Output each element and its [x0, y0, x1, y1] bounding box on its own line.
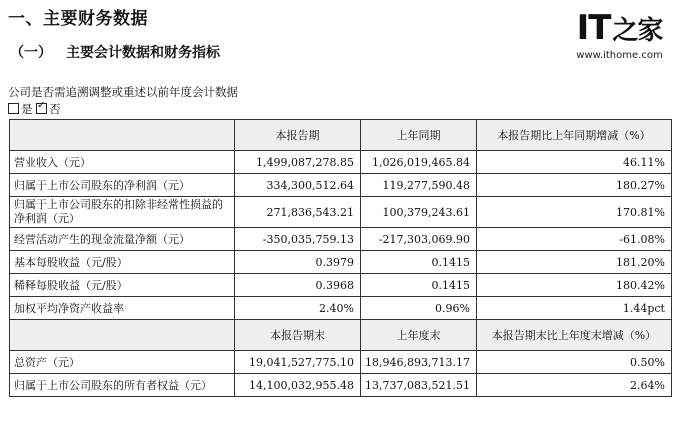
cell-prior: 0.1415 — [361, 251, 477, 274]
cell-prior: 119,277,590.48 — [361, 174, 477, 197]
table-row — [10, 374, 672, 397]
cell-current: 14,100,032,955.48 — [235, 374, 361, 397]
ithome-logo — [572, 10, 667, 61]
row-label: 经营活动产生的现金流量净额（元） — [10, 228, 235, 251]
column-header: 本报告期比上年同期增减（%） — [476, 120, 671, 151]
column-header — [10, 320, 235, 351]
cell-change: 180.27% — [476, 174, 671, 197]
cell-change: 181.20% — [476, 251, 671, 274]
table-row — [10, 228, 672, 251]
cell-current: 19,041,527,775.10 — [235, 351, 361, 374]
logo-mark: IT — [576, 8, 611, 48]
cell-current: -350,035,759.13 — [235, 228, 361, 251]
logo-cn: 之家 — [612, 16, 663, 46]
checkbox-yes[interactable] — [8, 103, 19, 114]
table-row — [10, 297, 672, 320]
cell-current: 271,836,543.21 — [235, 197, 361, 228]
column-header: 本报告期 — [235, 120, 361, 151]
table-row — [10, 174, 672, 197]
row-label: 归属于上市公司股东的扣除非经常性损益的净利润（元） — [10, 197, 235, 228]
column-header: 上年同期 — [361, 120, 477, 151]
cell-current: 0.3979 — [235, 251, 361, 274]
cell-current: 334,300,512.64 — [235, 174, 361, 197]
row-label: 归属于上市公司股东的净利润（元） — [10, 174, 235, 197]
column-header: 本报告期末 — [235, 320, 361, 351]
restatement-choice — [8, 101, 61, 117]
row-label: 总资产（元） — [10, 351, 235, 374]
financial-data-table — [9, 119, 672, 397]
restatement-question: 公司是否需追溯调整或重述以前年度会计数据 — [8, 85, 238, 99]
cell-change: 2.64% — [476, 374, 671, 397]
row-label: 营业收入（元） — [10, 151, 235, 174]
cell-change: 46.11% — [476, 151, 671, 174]
cell-prior: 1,026,019,465.84 — [361, 151, 477, 174]
header-row-period — [10, 120, 672, 151]
section-title: 一、主要财务数据 — [8, 9, 148, 29]
table-row — [10, 197, 672, 228]
cell-prior: 0.1415 — [361, 274, 477, 297]
cell-current: 0.3968 — [235, 274, 361, 297]
row-label: 归属于上市公司股东的所有者权益（元） — [10, 374, 235, 397]
choice-no-label: 否 — [49, 102, 61, 116]
cell-prior: 13,737,083,521.51 — [361, 374, 477, 397]
cell-prior: -217,303,069.90 — [361, 228, 477, 251]
row-label: 稀释每股收益（元/股） — [10, 274, 235, 297]
checkbox-no[interactable] — [36, 103, 47, 114]
subsection-title: 主要会计数据和财务指标 — [66, 45, 220, 61]
subsection-number: （一） — [10, 45, 52, 61]
subsection-heading — [10, 42, 220, 62]
cell-current: 2.40% — [235, 297, 361, 320]
cell-change: 180.42% — [476, 274, 671, 297]
cell-prior: 100,379,243.61 — [361, 197, 477, 228]
table-row — [10, 351, 672, 374]
logo-url: www.ithome.com — [576, 50, 663, 61]
cell-current: 1,499,087,278.85 — [235, 151, 361, 174]
column-header: 本报告期末比上年度末增减（%） — [476, 320, 671, 351]
cell-prior: 0.96% — [361, 297, 477, 320]
choice-yes-label: 是 — [21, 102, 33, 116]
row-label: 加权平均净资产收益率 — [10, 297, 235, 320]
table-row — [10, 274, 672, 297]
table-row — [10, 151, 672, 174]
cell-change: 170.81% — [476, 197, 671, 228]
column-header: 上年度末 — [361, 320, 477, 351]
cell-change: 1.44pct — [476, 297, 671, 320]
cell-prior: 18,946,893,713.17 — [361, 351, 477, 374]
table-row — [10, 251, 672, 274]
row-label: 基本每股收益（元/股） — [10, 251, 235, 274]
column-header — [10, 120, 235, 151]
header-row-period-end — [10, 320, 672, 351]
cell-change: -61.08% — [476, 228, 671, 251]
cell-change: 0.50% — [476, 351, 671, 374]
